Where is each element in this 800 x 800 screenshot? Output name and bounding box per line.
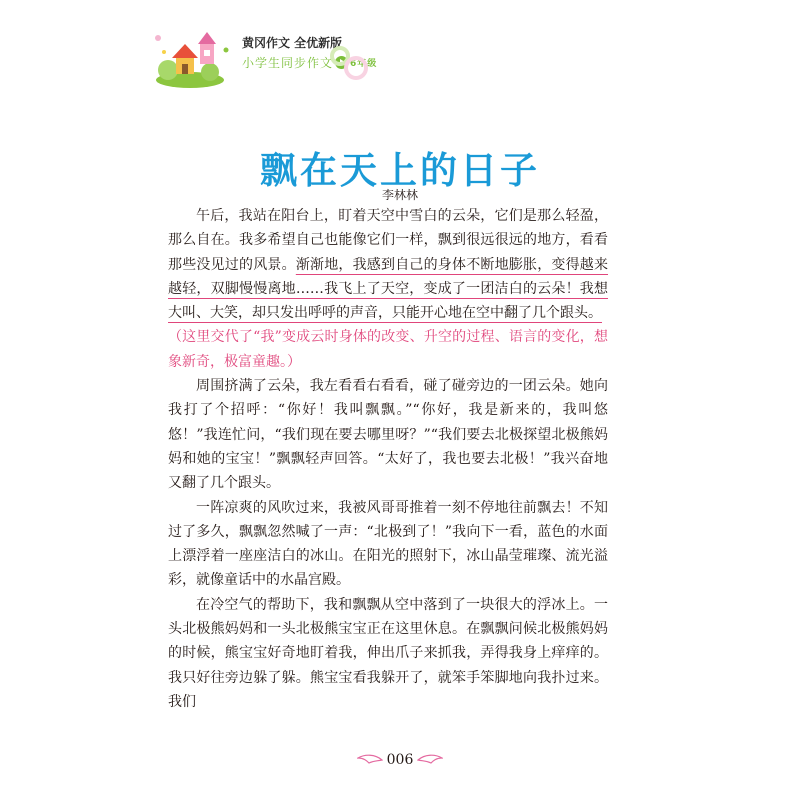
article-author: 李林林 [381,188,418,202]
annotation-note: （这里交代了“我”变成云时身体的改变、升空的过程、语言的变化，想象新奇，极富童趣。） [168,329,608,370]
decorative-circles [330,42,370,82]
paragraph-1 [168,204,608,325]
left-wing-icon [357,753,383,767]
annotation-paragraph [168,325,608,374]
page-number: 006 [386,752,414,768]
right-wing-icon [417,753,443,767]
book-header [150,28,410,88]
page-footer [0,752,800,768]
article-body [168,204,608,714]
paragraph-3: 一阵凉爽的风吹过来，我被风哥哥推着一刻不停地往前飘去！不知过了多久，飘飘忽然喊了一声：“北极到了！”我向下一看，蓝色的水面上漂浮着一座座洁白的冰山。在阳光的照射下，冰山晶莹璀璨、流光溢彩，就像童话中的水晶宫殿。 [168,499,608,589]
highlighted-sentence: 渐渐地，我感到自己的身体不断地膨胀，变得越来越轻，双脚慢慢离地……我飞上了天空，变成了一团洁白的云朵！我想大叫、大笑，却只发出呼呼的声音，只能开心地在空中翻了几个跟头。 [168,256,609,322]
paragraph-2: 周围挤满了云朵，我左看看右看看，碰了碰旁边的一团云朵。她向我打了个招呼：“你好！我叫飘飘。”“你好，我是新来的，我叫悠悠！”我连忙问，“我们现在要去哪里呀？”“我们要去北极探望北极熊妈妈和她的宝宝！”飘飘轻声回答。“太好了，我也要去北极！”我兴奋地又翻了几个跟头。 [168,378,608,492]
paragraph-1-text: 午后，我站在阳台上，盯着天空中雪白的云朵，它们是那么轻盈，那么自在。我多希望自己也能像它们一样，飘到很远很远的地方，看看那些没见过的风景。 [168,208,608,273]
paragraph-4: 在冷空气的帮助下，我和飘飘从空中落到了一块很大的浮冰上。一头北极熊妈妈和一头北极熊宝宝正在这里休息。在飘飘问候北极熊妈妈的时候，熊宝宝好奇地盯着我，伸出爪子来抓我，弄得我身上痒痒的。我只好往旁边躲了躲。熊宝宝看我躲开了，就笨手笨脚地向我扑过来。我们 [168,596,608,710]
series-subtitle-text: 小学生同步作文 [242,56,334,70]
cartoon-house-illustration [150,28,240,88]
series-title: 黄冈作文 全优新版 [242,36,343,50]
grade-label: 6年级 [350,59,378,69]
article-title: 飘在天上的日子 [260,149,540,192]
